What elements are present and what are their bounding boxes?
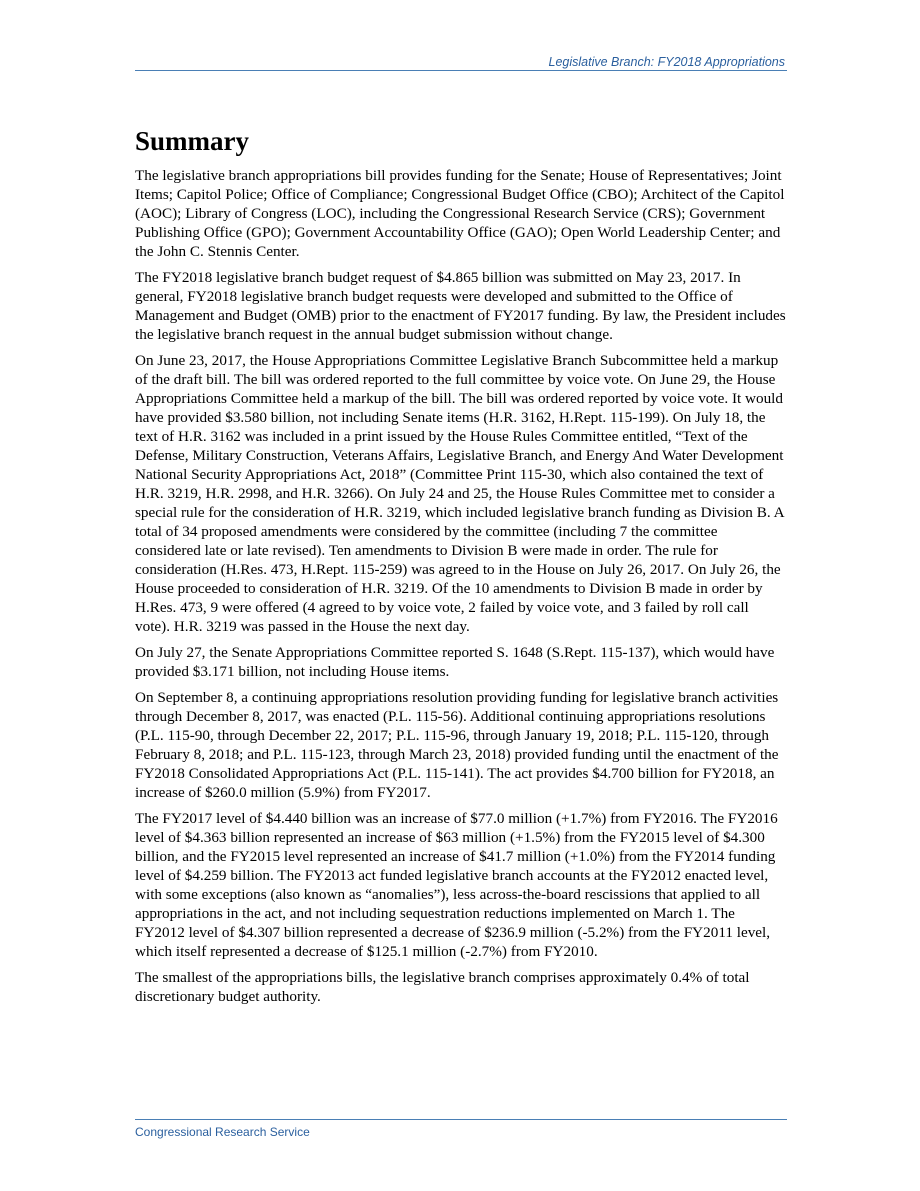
paragraph-senate-action: On July 27, the Senate Appropriations Committee reported S. 1648 (S.Rept. 115-137), which would have provided $3.171 billion, not including House items. (135, 644, 775, 680)
page-title: Summary (135, 126, 249, 156)
paragraph-budget-share: The smallest of the appropriations bills, the legislative branch comprises approximately 0.4% of total discretionary budget authority. (135, 969, 750, 1005)
running-header-title: Legislative Branch: FY2018 Appropriations (548, 55, 785, 69)
paragraph-budget-request: The FY2018 legislative branch budget request of $4.865 billion was submitted on May 23, 2017. In general, FY2018 legislative branch budget requests were developed and submitted to the Office of Management and Budget (OMB) prior to the enactment of FY2017 funding. By law, the President includes the legislative branch request in the annual budget submission without change. (135, 269, 786, 343)
paragraph-continuing-resolutions: On September 8, a continuing appropriations resolution providing funding for legislative branch activities through December 8, 2017, was enacted (P.L. 115-56). Additional continuing appropriations resolutions (P.L. 115-90, through December 22, 2017; P.L. 115-96, through January 19, 2018; P.L. 115-120, through February 8, 2018; and P.L. 115-123, through March 23, 2018) provided funding until the enactment of the FY2018 Consolidated Appropriations Act (P.L. 115-141). The act provides $4.700 billion for FY2018, an increase of $260.0 million (5.9%) from FY2017. (135, 689, 779, 801)
footer-publisher: Congressional Research Service (135, 1125, 310, 1139)
running-header (135, 53, 787, 71)
paragraph-funding-history: The FY2017 level of $4.440 billion was an increase of $77.0 million (+1.7%) from FY2016. The FY2016 level of $4.363 billion represented an increase of $63 million (+1.5%) from the FY2015 level of $4.300 billion, and the FY2015 level represented an increase of $41.7 million (+1.0%) from the FY2014 funding level of $4.259 billion. The FY2013 act funded legislative branch accounts at the FY2012 enacted level, with some exceptions (also known as “anomalies”), less across-the-board rescissions that applied to all appropriations in the act, and not including sequestration reductions implemented on March 1. The FY2012 level of $4.307 billion represented a decrease of $236.9 million (-5.2%) from the FY2011 level, which itself represented a decrease of $125.1 million (-2.7%) from FY2010. (135, 810, 778, 960)
main-content (135, 124, 787, 1013)
paragraph-funded-entities: The legislative branch appropriations bill provides funding for the Senate; House of Representatives; Joint Items; Capitol Police; Office of Compliance; Congressional Budget Office (CBO); Architect of the Capitol (AOC); Library of Congress (LOC), including the Congressional Research Service (CRS); Government Publishing Office (GPO); Government Accountability Office (GAO); Open World Leadership Center; and the John C. Stennis Center. (135, 167, 785, 260)
paragraph-house-action: On June 23, 2017, the House Appropriations Committee Legislative Branch Subcommittee held a markup of the draft bill. The bill was ordered reported to the full committee by voice vote. On June 29, the House Appropriations Committee held a markup of the bill. The bill was ordered reported by voice vote. It would have provided $3.580 billion, not including Senate items (H.R. 3162, H.Rept. 115-199). On July 18, the text of H.R. 3162 was included in a print issued by the House Rules Committee entitled, “Text of the Defense, Military Construction, Veterans Affairs, Legislative Branch, and Energy And Water Development National Security Appropriations Act, 2018” (Committee Print 115-30, which also contained the text of H.R. 3219, H.R. 2998, and H.R. 3266). On July 24 and 25, the House Rules Committee met to consider a special rule for the consideration of H.R. 3219, which included legislative branch funding as Division B. A total of 34 proposed amendments were considered by the committee (including 7 the committee considered late or late revised). Ten amendments to Division B were made in order. The rule for consideration (H.Res. 473, H.Rept. 115-259) was agreed to in the House on July 26, 2017. On July 26, the House proceeded to consideration of H.R. 3219. Of the 10 amendments to Division B made in order by H.Res. 473, 9 were offered (4 agreed to by voice vote, 2 failed by voice vote, and 3 failed by roll call vote). H.R. 3219 was passed in the House the next day. (135, 352, 784, 635)
page-footer (135, 1119, 787, 1141)
